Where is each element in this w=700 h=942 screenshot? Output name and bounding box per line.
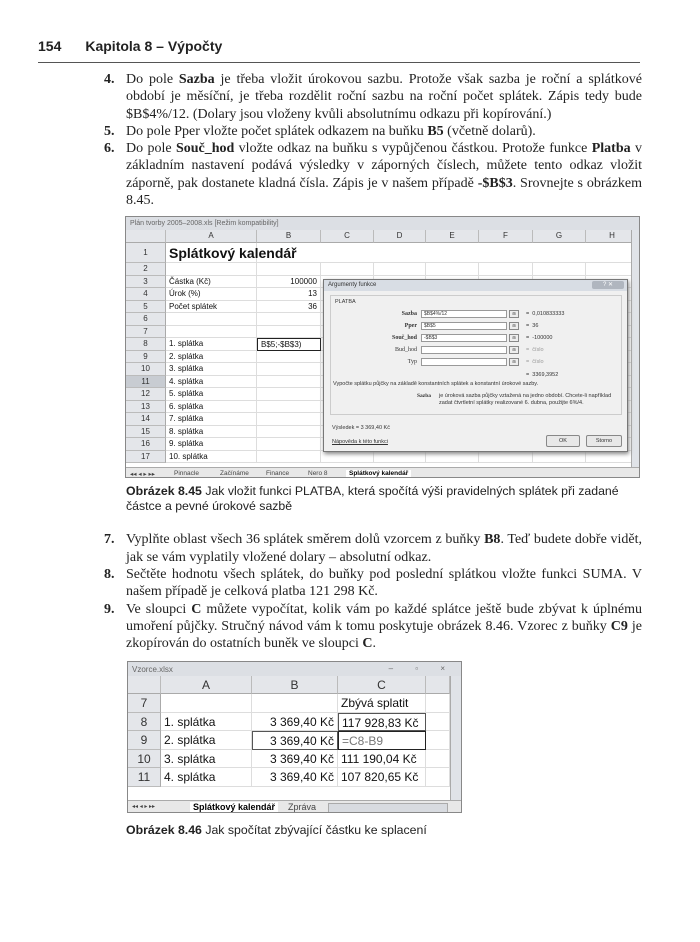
arg-input-Pper[interactable]: $B$5 bbox=[421, 322, 507, 330]
step-number: 4. bbox=[104, 72, 115, 87]
column-header-G[interactable]: G bbox=[533, 230, 586, 243]
cell-D17[interactable] bbox=[374, 451, 426, 464]
column-header-D[interactable]: D bbox=[374, 230, 426, 243]
horizontal-scrollbar[interactable] bbox=[328, 803, 448, 813]
caption-text: Jak vložit funkci PLATBA, která spočítá výši pravidelných splátek při zadané částce a pevné úrokové sazbě bbox=[126, 484, 619, 514]
cell-A10[interactable]: 3. splátka bbox=[161, 750, 252, 769]
cell-F2[interactable] bbox=[479, 263, 533, 276]
cell-A13[interactable]: 6. splátka bbox=[166, 401, 257, 414]
arg-input-Typ[interactable] bbox=[421, 358, 507, 366]
caption-label: Obrázek 8.46 bbox=[126, 823, 202, 838]
cell-C2[interactable] bbox=[321, 263, 374, 276]
figure-caption bbox=[126, 484, 646, 514]
window-title bbox=[128, 662, 461, 676]
list-item bbox=[104, 123, 642, 140]
cell-A14[interactable]: 7. splátka bbox=[166, 413, 257, 426]
running-header bbox=[38, 38, 246, 54]
cell-B8[interactable]: 3 369,40 Kč bbox=[252, 713, 338, 732]
row-header-9[interactable]: 9 bbox=[128, 731, 161, 750]
step-text: Do pole Pper vložte počet splátek odkazem na buňku B5 (včetně dolarů). bbox=[126, 123, 536, 139]
cell-B8[interactable]: B$5;-$B$3) bbox=[257, 338, 321, 351]
cell-C7[interactable]: Zbývá splatit bbox=[338, 694, 426, 713]
window-controls[interactable]: – ▫ × bbox=[388, 664, 455, 674]
page-body bbox=[0, 71, 700, 838]
cell-blank[interactable] bbox=[426, 750, 450, 769]
cell-F17[interactable] bbox=[479, 451, 533, 464]
cell-blank[interactable] bbox=[426, 768, 450, 787]
step-number: 7. bbox=[104, 532, 115, 548]
column-header-H[interactable]: H bbox=[586, 230, 639, 243]
column-header-F[interactable]: F bbox=[479, 230, 533, 243]
arg-input-Sazba[interactable]: $B$4%/12 bbox=[421, 310, 507, 318]
cell-A8[interactable]: 1. splátka bbox=[161, 713, 252, 732]
sheet-tab[interactable]: Splátkový kalendář bbox=[346, 470, 411, 477]
sheet-tab[interactable]: Zpráva bbox=[288, 802, 317, 813]
row-header-11[interactable]: 11 bbox=[126, 376, 166, 389]
select-all-corner[interactable] bbox=[128, 676, 161, 694]
window-title-text: Vzorce.xlsx bbox=[132, 665, 173, 675]
figure-caption bbox=[126, 823, 646, 838]
select-all-corner[interactable] bbox=[126, 230, 166, 243]
cell-B12[interactable] bbox=[257, 388, 321, 401]
cell-G1[interactable] bbox=[533, 243, 586, 263]
column-header-A[interactable]: A bbox=[161, 676, 252, 694]
collapse-dialog-icon[interactable]: ⊞ bbox=[509, 358, 519, 366]
collapse-dialog-icon[interactable]: ⊞ bbox=[509, 346, 519, 354]
dialog-panel bbox=[330, 295, 622, 415]
list-item bbox=[104, 71, 642, 123]
row-header-1[interactable]: 1 bbox=[126, 243, 166, 263]
cell-B5[interactable]: 36 bbox=[257, 301, 321, 314]
cell-A17[interactable]: 10. splátka bbox=[166, 451, 257, 464]
cell-B13[interactable] bbox=[257, 401, 321, 414]
sheet-tabs-bar bbox=[128, 800, 462, 813]
row-header-17[interactable]: 17 bbox=[126, 451, 166, 464]
arg-result: = číslo bbox=[526, 347, 544, 354]
cell-A9[interactable]: 2. splátka bbox=[166, 351, 257, 364]
row-header-8[interactable]: 8 bbox=[126, 338, 166, 351]
arg-result: = 0,010833333 bbox=[526, 311, 565, 318]
formula-result: = 3369,3952 bbox=[526, 372, 559, 379]
cell-A3[interactable]: Částka (Kč) bbox=[166, 276, 257, 289]
step-number: 8. bbox=[104, 566, 115, 582]
sheet-tab[interactable]: Splátkový kalendář bbox=[190, 802, 278, 812]
cell-B10[interactable] bbox=[257, 363, 321, 376]
collapse-dialog-icon[interactable]: ⊞ bbox=[509, 334, 519, 342]
caption-label: Obrázek 8.45 bbox=[126, 484, 202, 499]
cell-F1[interactable] bbox=[479, 243, 533, 263]
cell-B1[interactable] bbox=[257, 243, 321, 263]
collapse-dialog-icon[interactable]: ⊞ bbox=[509, 310, 519, 318]
list-item bbox=[104, 140, 642, 209]
sheet-tabs-bar bbox=[126, 467, 640, 478]
row-header-6[interactable]: 6 bbox=[126, 313, 166, 326]
cell-C1[interactable] bbox=[321, 243, 374, 263]
cell-D1[interactable] bbox=[374, 243, 426, 263]
function-description: Vypočte splátku půjčky na základě konstantních splátek a konstantní úrokové sazby. bbox=[333, 381, 539, 388]
cancel-button[interactable]: Storno bbox=[586, 435, 622, 447]
cell-B11[interactable]: 3 369,40 Kč bbox=[252, 768, 338, 787]
cell-C11[interactable]: 107 820,65 Kč bbox=[338, 768, 426, 787]
arg-result: = číslo bbox=[526, 359, 544, 366]
cell-B9[interactable] bbox=[257, 351, 321, 364]
arg-label-Sazba: Sazba bbox=[401, 311, 417, 318]
column-header-C[interactable]: C bbox=[321, 230, 374, 243]
result-line: Výsledek = 3 369,40 Kč bbox=[332, 425, 390, 432]
sheet-tab[interactable]: Nero 8 bbox=[308, 470, 328, 478]
function-arguments-dialog bbox=[323, 279, 628, 452]
cell-E2[interactable] bbox=[426, 263, 479, 276]
step-text: Do pole Souč_hod vložte odkaz na buňku s vypůjčenou částkou. Protože funkce Platba v základním nastavení podává výsledky v záporných číslech, můžete tento odkaz vložit záporně, pak dostanete kladná čísla. Zápis je v našem případě -$B$3. Srovnejte s obrázkem 8.45. bbox=[126, 141, 643, 209]
row-header-9[interactable]: 9 bbox=[126, 351, 166, 364]
arg-input-Souč_hod[interactable]: -$B$3 bbox=[421, 334, 507, 342]
column-header-blank bbox=[426, 676, 450, 694]
cell-C8[interactable]: 117 928,83 Kč bbox=[338, 713, 426, 732]
cell-G2[interactable] bbox=[533, 263, 586, 276]
cell-A10[interactable]: 3. splátka bbox=[166, 363, 257, 376]
cell-B4[interactable]: 13 bbox=[257, 288, 321, 301]
cell-B16[interactable] bbox=[257, 438, 321, 451]
list-item bbox=[104, 566, 642, 601]
row-header-16[interactable]: 16 bbox=[126, 438, 166, 451]
page-number: 154 bbox=[38, 38, 62, 54]
cell-C9[interactable]: =C8-B9 bbox=[338, 731, 426, 750]
cell-A4[interactable]: Úrok (%) bbox=[166, 288, 257, 301]
cell-B2[interactable] bbox=[257, 263, 321, 276]
function-name: PLATBA bbox=[335, 299, 356, 306]
cell-blank[interactable] bbox=[426, 731, 450, 750]
collapse-dialog-icon[interactable]: ⊞ bbox=[509, 322, 519, 330]
cell-A11[interactable]: 4. splátka bbox=[161, 768, 252, 787]
step-number: 6. bbox=[104, 141, 115, 157]
cell-B7[interactable] bbox=[257, 326, 321, 339]
column-header-B[interactable]: B bbox=[252, 676, 338, 694]
cell-B6[interactable] bbox=[257, 313, 321, 326]
row-header-15[interactable]: 15 bbox=[126, 426, 166, 439]
cell-B17[interactable] bbox=[257, 451, 321, 464]
help-link[interactable]: Nápověda k této funkci bbox=[332, 439, 388, 446]
chapter-title: Kapitola 8 – Výpočty bbox=[85, 38, 223, 54]
cell-A5[interactable]: Počet splátek bbox=[166, 301, 257, 314]
cell-A2[interactable] bbox=[166, 263, 257, 276]
row-header-2[interactable]: 2 bbox=[126, 263, 166, 276]
row-header-12[interactable]: 12 bbox=[126, 388, 166, 401]
cell-B9[interactable]: 3 369,40 Kč bbox=[252, 731, 338, 750]
cell-A11[interactable]: 4. splátka bbox=[166, 376, 257, 389]
cell-E17[interactable] bbox=[426, 451, 479, 464]
cell-B3[interactable]: 100000 bbox=[257, 276, 321, 289]
column-header-B[interactable]: B bbox=[257, 230, 321, 243]
steps-list-bottom bbox=[104, 531, 642, 652]
column-header-A[interactable]: A bbox=[166, 230, 257, 243]
dialog-help-close-buttons[interactable]: ? ✕ bbox=[592, 281, 624, 289]
arg-label-Souč_hod: Souč_hod bbox=[391, 335, 417, 342]
arg-help-name: Sazba bbox=[417, 393, 432, 400]
step-text: Sečtěte hodnotu všech splátek, do buňky pod poslední splátkou vložte funkci SUMA. V našem případě je celková platba 121 298 Kč. bbox=[126, 566, 642, 600]
cell-B11[interactable] bbox=[257, 376, 321, 389]
step-text: Ve sloupci C můžete vypočítat, kolik vám po každé splátce ještě bude zbývat k úplnému umoření půjčky. Stručný návod vám k tomu poskytuje obrázek 8.46. Vzorec z buňky C9 je zkopírován do ostatních buněk ve sloupci C. bbox=[126, 601, 643, 652]
window-title: Plán tvorby 2005–2008.xls [Režim kompatibility] bbox=[126, 217, 639, 230]
figure-8-45-screenshot bbox=[125, 216, 640, 478]
header-rule bbox=[38, 62, 640, 63]
step-text: Do pole Sazba je třeba vložit úrokovou sazbu. Protože však sazba je roční a splátkové období je měsíční, je třeba rozdělit roční sazbu na roční počet splátek. Zápis tedy bude $B$4%/12. (Dolary jsou vloženy kvůli absolutnímu odkazu při kopírování.) bbox=[126, 72, 642, 122]
step-number: 9. bbox=[104, 601, 115, 617]
list-item bbox=[104, 601, 642, 653]
cell-A7[interactable] bbox=[161, 694, 252, 713]
cell-B15[interactable] bbox=[257, 426, 321, 439]
cell-A9[interactable]: 2. splátka bbox=[161, 731, 252, 750]
step-number: 5. bbox=[104, 123, 115, 139]
cell-D2[interactable] bbox=[374, 263, 426, 276]
cell-C17[interactable] bbox=[321, 451, 374, 464]
cell-A12[interactable]: 5. splátka bbox=[166, 388, 257, 401]
ok-button[interactable]: OK bbox=[546, 435, 580, 447]
cell-A8[interactable]: 1. splátka bbox=[166, 338, 257, 351]
figure-8-46-screenshot bbox=[127, 661, 462, 813]
row-header-10[interactable]: 10 bbox=[126, 363, 166, 376]
row-header-8[interactable]: 8 bbox=[128, 713, 161, 732]
arg-result: = 36 bbox=[526, 323, 539, 330]
row-header-10[interactable]: 10 bbox=[128, 750, 161, 769]
arg-label-Bud_hod: Bud_hod bbox=[394, 347, 417, 354]
cell-blank[interactable] bbox=[426, 694, 450, 713]
arg-label-Pper: Pper bbox=[404, 323, 417, 330]
vertical-scrollbar[interactable] bbox=[450, 676, 462, 800]
row-header-7[interactable]: 7 bbox=[128, 694, 161, 713]
sheet-tab[interactable]: Finance bbox=[266, 470, 290, 478]
vertical-scrollbar[interactable] bbox=[631, 230, 640, 467]
sheet-nav-arrows[interactable]: ◂◂ ◂ ▸ ▸▸ bbox=[130, 471, 155, 479]
sheet-tab[interactable]: Začínáme bbox=[220, 470, 249, 478]
cell-E1[interactable] bbox=[426, 243, 479, 263]
row-header-13[interactable]: 13 bbox=[126, 401, 166, 414]
cell-G17[interactable] bbox=[533, 451, 586, 464]
arg-input-Bud_hod[interactable] bbox=[421, 346, 507, 354]
cell-A1[interactable]: Splátkový kalendář bbox=[166, 243, 257, 263]
row-header-5[interactable]: 5 bbox=[126, 301, 166, 314]
cell-C10[interactable]: 111 190,04 Kč bbox=[338, 750, 426, 769]
caption-text: Jak spočítat zbývající částku ke splacení bbox=[205, 823, 427, 838]
step-text: Vyplňte oblast všech 36 splátek směrem dolů vzorcem z buňky B8. Teď budete dobře vidět, jak se vám vyplatily vložené dolary – absolutní odkaz. bbox=[126, 532, 642, 565]
arg-result: = -100000 bbox=[526, 335, 553, 342]
cell-B10[interactable]: 3 369,40 Kč bbox=[252, 750, 338, 769]
column-header-E[interactable]: E bbox=[426, 230, 479, 243]
cell-B14[interactable] bbox=[257, 413, 321, 426]
cell-A15[interactable]: 8. splátka bbox=[166, 426, 257, 439]
cell-A6[interactable] bbox=[166, 313, 257, 326]
row-header-14[interactable]: 14 bbox=[126, 413, 166, 426]
steps-list-top bbox=[104, 71, 642, 209]
row-header-4[interactable]: 4 bbox=[126, 288, 166, 301]
cell-A7[interactable] bbox=[166, 326, 257, 339]
cell-B7[interactable] bbox=[252, 694, 338, 713]
dialog-title: Argumenty funkce bbox=[324, 280, 627, 291]
list-item bbox=[104, 531, 642, 566]
sheet-nav-arrows[interactable]: ◂◂ ◂ ▸ ▸▸ bbox=[132, 804, 156, 811]
arg-help-text: je úroková sazba půjčky vztažená na jedno období. Chcete-li například zadat čtvrtletní splátky realizované 6. dubna, použijte 6%/4. bbox=[439, 393, 612, 406]
arg-label-Typ: Typ bbox=[407, 359, 417, 366]
row-header-7[interactable]: 7 bbox=[126, 326, 166, 339]
row-header-11[interactable]: 11 bbox=[128, 768, 161, 787]
column-header-C[interactable]: C bbox=[338, 676, 426, 694]
row-header-3[interactable]: 3 bbox=[126, 276, 166, 289]
cell-blank[interactable] bbox=[426, 713, 450, 732]
cell-A16[interactable]: 9. splátka bbox=[166, 438, 257, 451]
sheet-tab[interactable]: Pinnacle bbox=[174, 470, 199, 478]
